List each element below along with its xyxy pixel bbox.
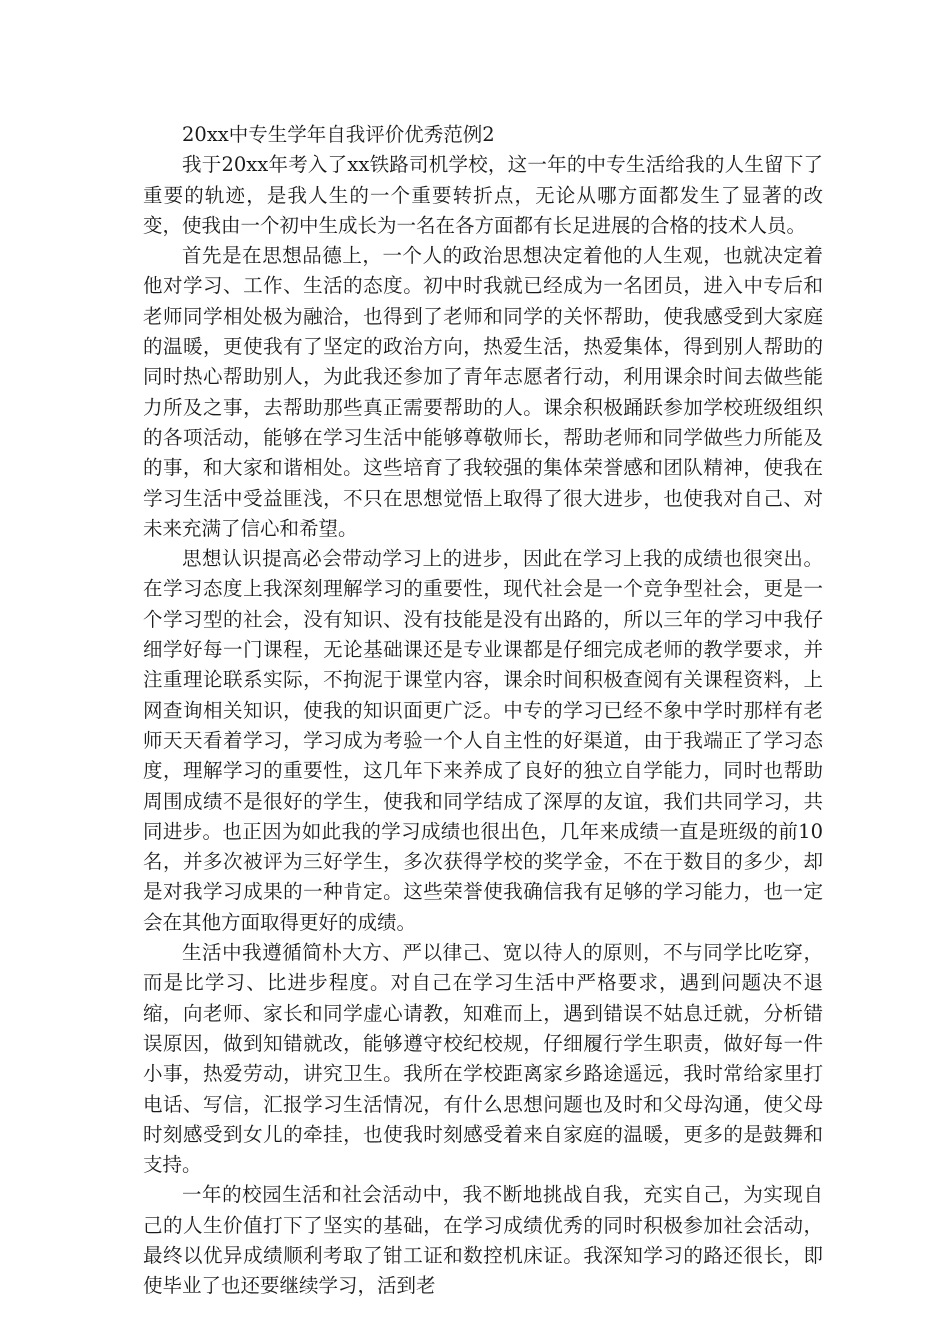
paragraph-life: 生活中我遵循简朴大方、严以律己、宽以待人的原则，不与同学比吃穿，而是比学习、比进步程度。对自己在学习生活中严格要求，遇到问题决不退缩，向老师、家长和同学虚心请教，知难而上，遇到错误不姑息迁就，分析错误原因，做到知错就改，能够遵守校纪校规，仔细履行学生职责，做好每一件小事，热爱劳动，讲究卫生。我所在学校距离家乡路途遥远，我时常给家里打电话、写信，汇报学习生活情况，有什么思想问题也及时和父母沟通，使父母时刻感受到女儿的牵挂，也使我时刻感受着来自家庭的温暖，更多的是鼓舞和支持。 (143, 941, 823, 1177)
document-title: 20xx中专生学年自我评价优秀范例2 (182, 123, 495, 146)
paragraph-activities: 一年的校园生活和社会活动中，我不断地挑战自我，充实自己，为实现自己的人生价值打下了坚实的基础，在学习成绩优秀的同时积极参加社会活动，最终以优异成绩顺利考取了钳工证和数控机床证。我深知学习的路还很长，即使毕业了也还要继续学习，活到老 (143, 1183, 823, 1298)
document-body (143, 120, 823, 1302)
paragraph-study: 思想认识提高必会带动学习上的进步，因此在学习上我的成绩也很突出。在学习态度上我深刻理解学习的重要性，现代社会是一个竞争型社会，更是一个学习型的社会，没有知识、没有技能是没有出路的，所以三年的学习中我仔细学好每一门课程，无论基础课还是专业课都是仔细完成老师的教学要求，并注重理论联系实际，不拘泥于课堂内容，课余时间积极查阅有关课程资料，上网查询相关知识，使我的知识面更广泛。中专的学习已经不象中学时那样有老师天天看着学习，学习成为考验一个人自主性的好渠道，由于我端正了学习态度，理解学习的重要性，这几年下来养成了良好的独立自学能力，同时也帮助周围成绩不是很好的学生，使我和同学结成了深厚的友谊，我们共同学习，共同进步。也正因为如此我的学习成绩也很出色，几年来成绩一直是班级的前10名，并多次被评为三好学生，多次获得学校的奖学金，不在于数目的多少，却是对我学习成果的一种肯定。这些荣誉使我确信我有足够的学习能力，也一定会在其他方面取得更好的成绩。 (143, 547, 823, 934)
paragraph-intro: 我于20xx年考入了xx铁路司机学校，这一年的中专生活给我的人生留下了重要的轨迹，是我人生的一个重要转折点，无论从哪方面都发生了显著的改变，使我由一个初中生成长为一名在各方面都有长足进展的合格的技术人员。 (143, 153, 823, 237)
paragraph-ideology: 首先是在思想品德上，一个人的政治思想决定着他的人生观，也就决定着他对学习、工作、生活的态度。初中时我就已经成为一名团员，进入中专后和老师同学相处极为融洽，也得到了老师和同学的关怀帮助，使我感受到大家庭的温暖，更使我有了坚定的政治方向，热爱生活，热爱集体，得到别人帮助的同时热心帮助别人，为此我还参加了青年志愿者行动，利用课余时间去做些能力所及之事，去帮助那些真正需要帮助的人。课余积极踊跃参加学校班级组织的各项活动，能够在学习生活中能够尊敬师长，帮助老师和同学做些力所能及的事，和大家和谐相处。这些培育了我较强的集体荣誉感和团队精神，使我在学习生活中受益匪浅，不只在思想觉悟上取得了很大进步，也使我对自己、对未来充满了信心和希望。 (143, 244, 823, 540)
